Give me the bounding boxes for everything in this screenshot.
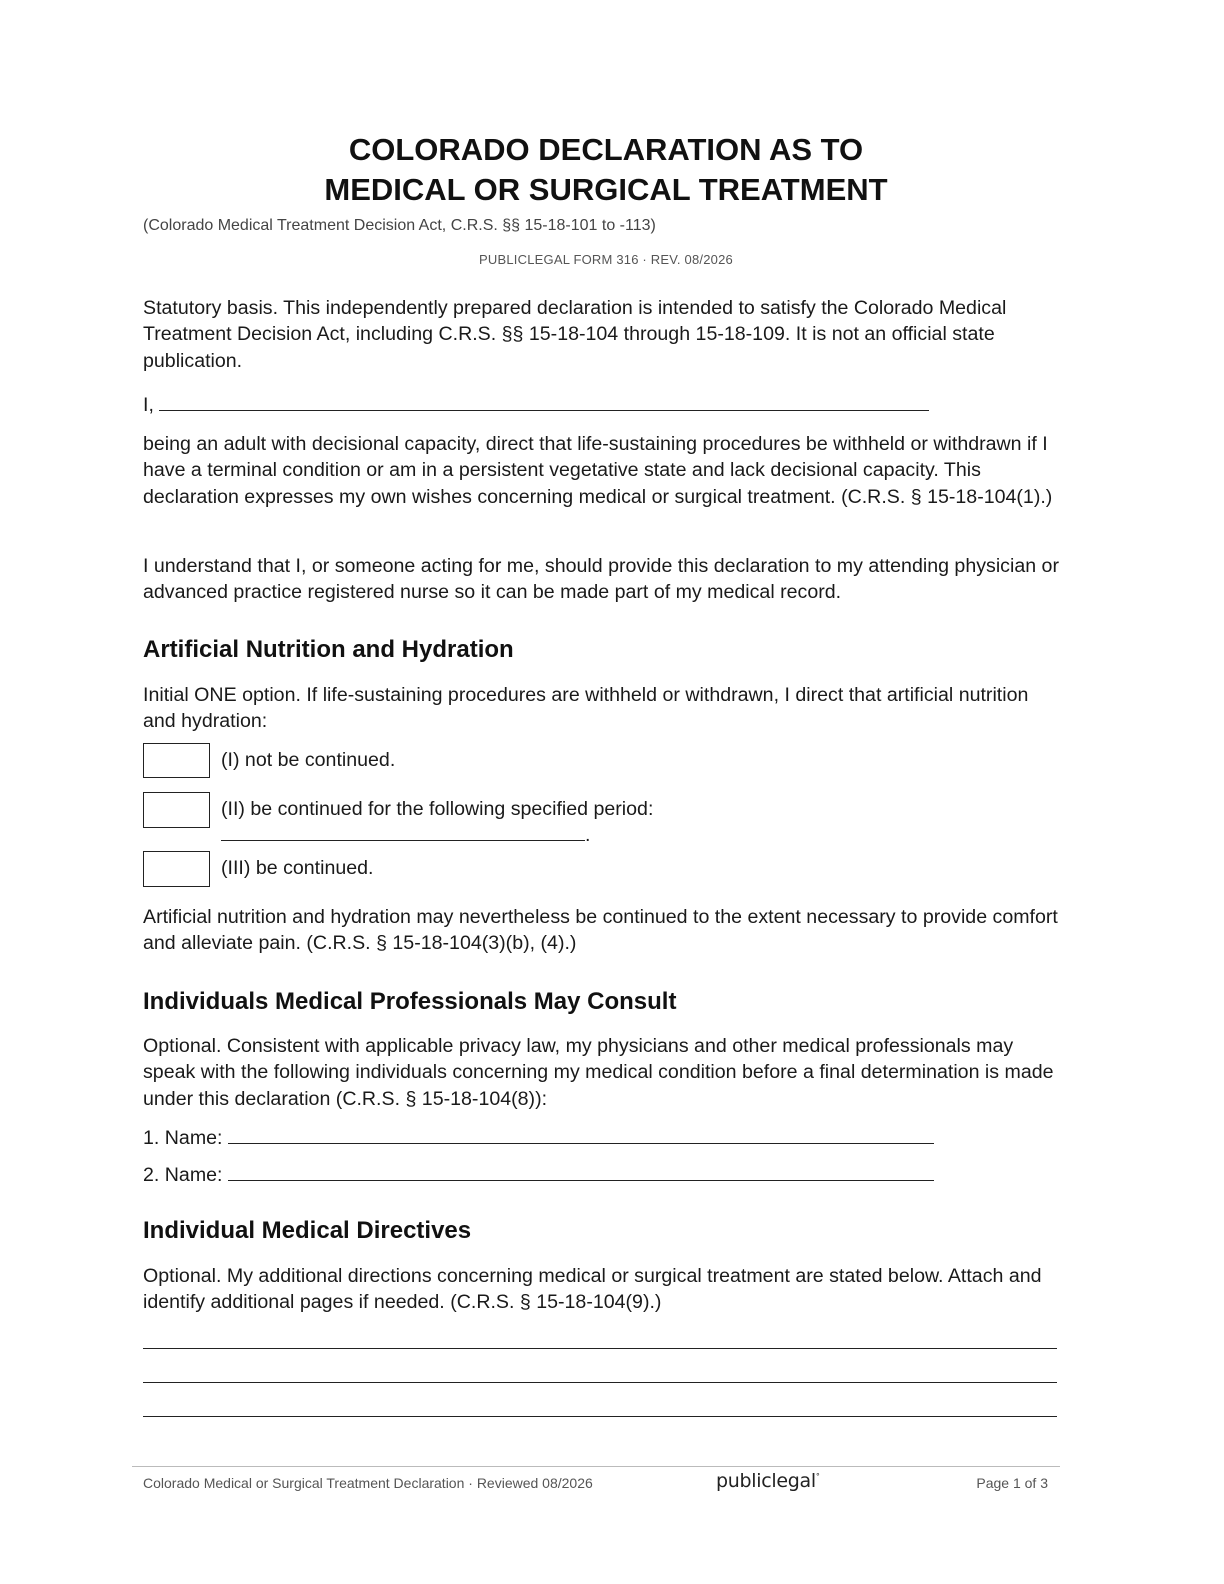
document-title (143, 130, 1069, 210)
logo-mark: ° (815, 1472, 820, 1481)
period-suffix: . (585, 824, 591, 846)
consult-heading: Individuals Medical Professionals May Consult (143, 988, 677, 1015)
nutrition-heading: Artificial Nutrition and Hydration (143, 636, 514, 663)
option-3-label: (III) be continued. (221, 857, 374, 879)
directive-line-3[interactable] (143, 1416, 1057, 1417)
title-line-2: MEDICAL OR SURGICAL TREATMENT (324, 172, 888, 207)
directive-line-2[interactable] (143, 1382, 1057, 1383)
initial-box-option-1[interactable] (143, 743, 210, 778)
specified-period-field[interactable] (221, 822, 585, 841)
option-1-label: (I) not be continued. (221, 749, 396, 771)
consult-name-2-field[interactable] (228, 1162, 934, 1181)
declarant-name-row (143, 392, 1065, 418)
consult-name-row-2 (143, 1162, 1065, 1188)
directive-line-1[interactable] (143, 1348, 1057, 1349)
understanding-paragraph: I understand that I, or someone acting for me, should provide this declaration to my attending physician or advanced practice registered nurse so it can be made part of my medical record. (143, 555, 1059, 604)
footer-document-name: Colorado Medical or Surgical Treatment Declaration · Reviewed 08/2026 (143, 1475, 593, 1491)
statutory-basis-paragraph: Statutory basis. This independently prepared declaration is intended to satisfy the Colorado Medical Treatment Decision Act, including C.R.S. §§ 15-18-104 through 15-18-109. It is not an official state publication. (143, 297, 1007, 372)
nutrition-intro: Initial ONE option. If life-sustaining procedures are withheld or withdrawn, I direct that artificial nutrition and hydration: (143, 684, 1029, 733)
name-2-label: 2. Name: (143, 1164, 223, 1186)
footer-divider (132, 1466, 1060, 1467)
directives-intro: Optional. My additional directions concerning medical or surgical treatment are stated below. Attach and identify additional pages if needed. (C.R.S. § 15-18-104(9).) (143, 1265, 1042, 1314)
declaration-paragraph: being an adult with decisional capacity, direct that life-sustaining procedures be withheld or withdrawn if I have a terminal condition or am in a persistent vegetative state and lack decisional capacity. This declaration expresses my own wishes concerning medical or surgical treatment. (C.R.S. § 15-18-104(1).) (143, 433, 1053, 508)
name-1-label: 1. Name: (143, 1127, 223, 1149)
consult-name-1-field[interactable] (228, 1125, 934, 1144)
option-2-label: (II) be continued for the following specified period: (221, 798, 654, 820)
consult-intro: Optional. Consistent with applicable privacy law, my physicians and other medical professionals may speak with the following individuals concerning my medical condition before a final determination is made under this declaration (C.R.S. § 15-18-104(8)): (143, 1035, 1054, 1110)
initial-box-option-2[interactable] (143, 792, 210, 828)
directives-heading: Individual Medical Directives (143, 1217, 472, 1244)
logo-text: publiclegal (716, 1470, 816, 1492)
page-number: Page 1 of 3 (976, 1475, 1048, 1491)
consult-name-row-1 (143, 1125, 1065, 1151)
publiclegal-logo (716, 1470, 820, 1492)
title-line-1: COLORADO DECLARATION AS TO (348, 132, 864, 167)
form-number: PUBLICLEGAL FORM 316 · REV. 08/2026 (479, 252, 733, 267)
period-row (221, 822, 590, 848)
name-prefix: I, (143, 394, 154, 416)
declarant-name-field[interactable] (159, 392, 929, 411)
initial-box-option-3[interactable] (143, 851, 210, 887)
nutrition-note: Artificial nutrition and hydration may nevertheless be continued to the extent necessary to provide comfort and alleviate pain. (C.R.S. § 15-18-104(3)(b), (4).) (143, 906, 1058, 955)
statute-citation: (Colorado Medical Treatment Decision Act, C.R.S. §§ 15-18-101 to -113) (143, 217, 656, 234)
